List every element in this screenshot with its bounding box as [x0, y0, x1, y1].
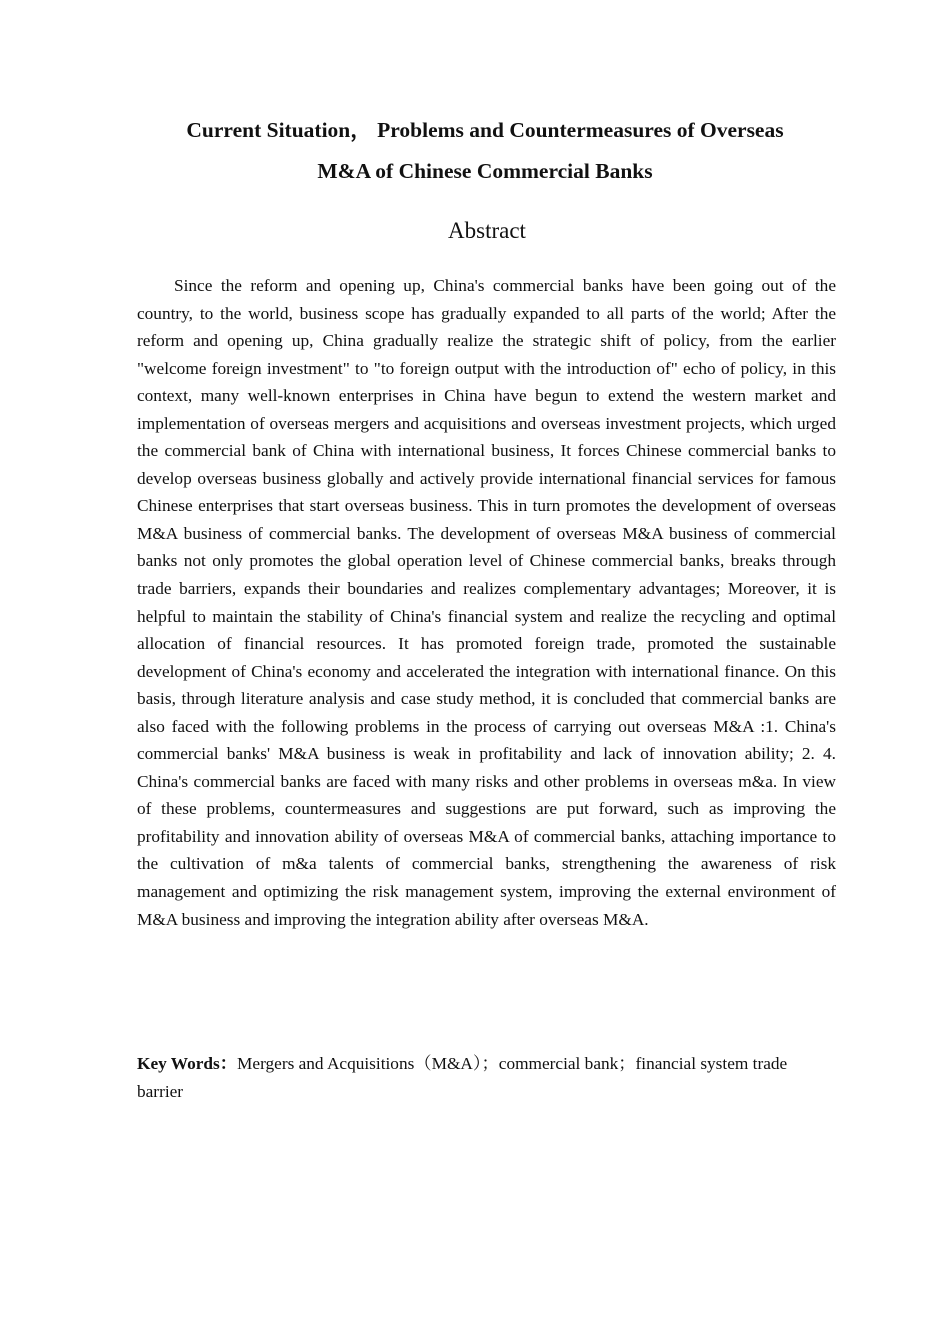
keywords-text: Mergers and Acquisitions（M&A）；commercial bank；financial system trade barrier — [137, 1054, 788, 1101]
keywords-label: Key Words： — [137, 1054, 238, 1073]
paper-title-line-2: M&A of Chinese Commercial Banks — [317, 159, 653, 183]
paper-title-line-1: Current Situation， Problems and Countermeasures of Overseas — [186, 118, 784, 142]
abstract-body: Since the reform and opening up, China's commercial banks have been going out of the country, to the world, business scope has gradually expanded to all parts of the world; After the reform and opening up, China gradually realize the strategic shift of policy, from the earlier "welcome foreign investment" to "to foreign output with the introduction of" echo of policy, in this context, many well-known enterprises in China have begun to extend the western market and implementation of overseas mergers and acquisitions and overseas investment projects, which urged the commercial bank of China with international business, It forces Chinese commercial banks to develop overseas business globally and actively provide international financial services for famous Chinese enterprises that start overseas business. This in turn promotes the development of overseas M&A business of commercial banks. The development of overseas M&A business of commercial banks not only promotes the global operation level of Chinese commercial banks, breaks through trade barriers, expands their boundaries and realizes complementary advantages; Moreover, it is helpful to maintain the stability of China's financial system and realize the recycling and optimal allocation of financial resources. It has promoted foreign trade, promoted the sustainable development of China's economy and accelerated the integration with international finance. On this basis, through literature analysis and case study method, it is concluded that commercial banks are also faced with the following problems in the process of carrying out overseas M&A :1. China's commercial banks' M&A business is weak in profitability and lack of innovation ability; 2. 4. China's commercial banks are faced with many risks and other problems in overseas m&a. In view of these problems, countermeasures and suggestions are put forward, such as improving the profitability and innovation ability of overseas M&A of commercial banks, attaching importance to the cultivation of m&a talents of commercial banks, strengthening the awareness of risk management and optimizing the risk management system, improving the external environment of M&A business and improving the integration ability after overseas M&A. — [137, 276, 836, 929]
paper-title — [120, 110, 850, 192]
abstract-heading: Abstract — [448, 218, 526, 243]
keywords-section — [137, 1050, 836, 1106]
